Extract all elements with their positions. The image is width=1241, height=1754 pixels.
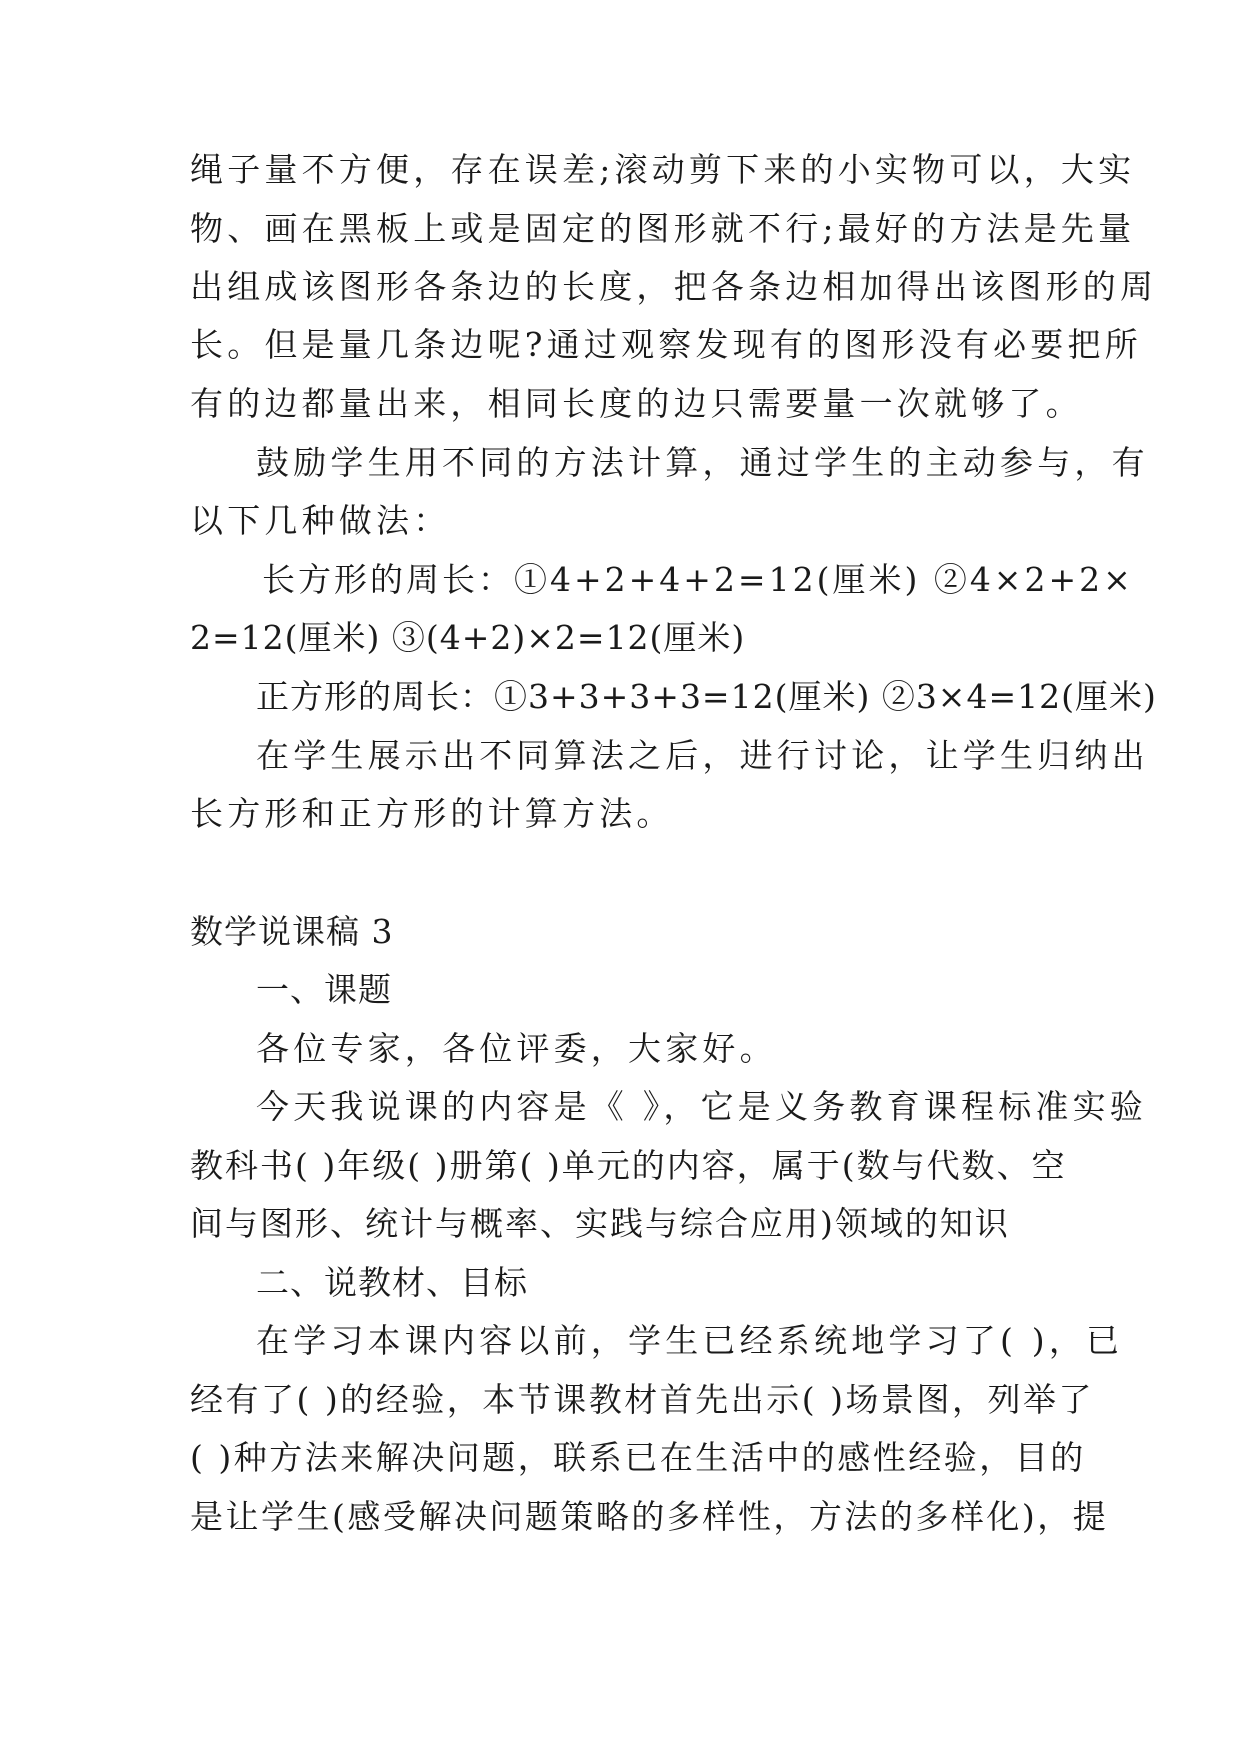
rectangle-perimeter-line: 长方形的周长：①4+2+4+2=12(厘米) ②4×2+2× <box>262 560 1134 599</box>
body-text-line: 以下几种做法： <box>190 501 451 540</box>
paragraph-start-line: 在学习本课内容以前，学生已经系统地学习了( )，已 <box>256 1321 1124 1360</box>
body-text-line: 长。但是量几条边呢?通过观察发现有的图形没有必要把所 <box>190 325 1142 364</box>
section-title: 数学说课稿 3 <box>190 912 394 951</box>
body-text-line: 是让学生(感受解决问题策略的多样性，方法的多样化)，提 <box>190 1497 1109 1536</box>
paragraph-start-line: 今天我说课的内容是《 》，它是义务教育课程标准实验 <box>256 1087 1147 1126</box>
paragraph-start-line: 鼓励学生用不同的方法计算，通过学生的主动参与，有 <box>256 443 1149 482</box>
body-text-line: 有的边都量出来，相同长度的边只需要量一次就够了。 <box>190 384 1083 423</box>
subsection-heading: 一、课题 <box>256 970 392 1009</box>
rectangle-perimeter-line: 2=12(厘米) ③(4+2)×2=12(厘米) <box>190 618 746 657</box>
square-perimeter-line: 正方形的周长：①3+3+3+3=12(厘米) ②3×4=12(厘米) <box>256 677 1157 716</box>
body-text-line: 物、画在黑板上或是固定的图形就不行;最好的方法是先量 <box>190 209 1136 248</box>
paragraph-start-line: 在学生展示出不同算法之后，进行讨论，让学生归纳出 <box>256 736 1149 775</box>
body-text-line: 长方形和正方形的计算方法。 <box>190 794 674 833</box>
body-text-line: 绳子量不方便，存在误差;滚动剪下来的小实物可以，大实 <box>190 150 1136 189</box>
body-text-line: 教科书( )年级( )册第( )单元的内容，属于(数与代数、空 <box>190 1146 1067 1185</box>
body-text-line: 出组成该图形各条边的长度，把各条边相加得出该图形的周 <box>190 267 1158 306</box>
body-text-line: 经有了( )的经验，本节课教材首先出示( )场景图，列举了 <box>190 1380 1094 1419</box>
subsection-heading: 二、说教材、目标 <box>256 1263 528 1302</box>
paragraph-start-line: 各位专家，各位评委，大家好。 <box>256 1029 777 1068</box>
body-text-line: 间与图形、统计与概率、实践与综合应用)领域的知识 <box>190 1204 1010 1243</box>
body-text-line: ( )种方法来解决问题，联系已在生活中的感性经验，目的 <box>190 1438 1086 1477</box>
